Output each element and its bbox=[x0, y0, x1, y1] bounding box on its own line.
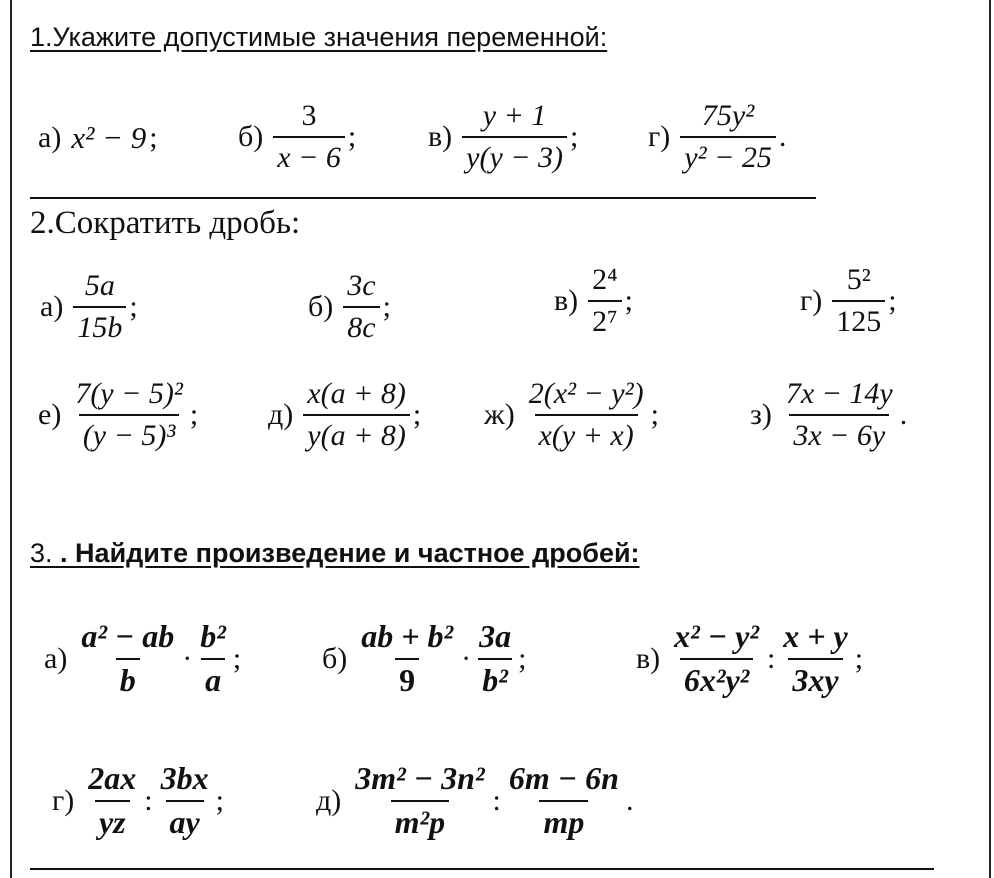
denominator: 2⁷ bbox=[588, 300, 621, 338]
fraction bbox=[782, 378, 897, 451]
section1-divider bbox=[30, 197, 816, 199]
s3-item-v bbox=[636, 620, 863, 697]
punctuation: ; bbox=[518, 641, 527, 675]
punctuation: ; bbox=[149, 121, 158, 154]
punctuation: . bbox=[625, 783, 634, 817]
fraction bbox=[588, 264, 621, 337]
denominator: 6x²y² bbox=[680, 658, 753, 698]
item-label: б) bbox=[308, 289, 334, 323]
numerator: b² bbox=[200, 618, 226, 654]
fraction bbox=[832, 264, 885, 337]
item-label: з) bbox=[750, 397, 772, 431]
denominator: 3xy bbox=[788, 658, 842, 698]
s2-item-a bbox=[40, 270, 138, 343]
denominator: mp bbox=[539, 800, 588, 840]
punctuation: . bbox=[778, 119, 787, 153]
item-label: а) bbox=[44, 641, 68, 675]
fraction-left bbox=[357, 620, 457, 697]
s1-item-g bbox=[648, 100, 786, 173]
s3-item-b bbox=[322, 620, 526, 697]
punctuation: ; bbox=[347, 119, 357, 153]
section3-title-text: . Найдите произведение и частное дробей: bbox=[60, 538, 640, 568]
denominator: 15b bbox=[73, 306, 126, 344]
numerator: a² − ab bbox=[81, 618, 175, 654]
denominator: b bbox=[116, 658, 140, 698]
punctuation: ; bbox=[232, 641, 242, 675]
fraction-right bbox=[475, 620, 515, 697]
item-label: б) bbox=[322, 641, 348, 675]
s2-item-z bbox=[750, 378, 907, 451]
item-label: г) bbox=[800, 283, 823, 317]
denominator: (y − 5)³ bbox=[79, 414, 180, 452]
denominator: 8c bbox=[343, 306, 379, 344]
denominator: y² − 25 bbox=[680, 136, 776, 174]
item-label: в) bbox=[636, 641, 661, 675]
s2-item-e bbox=[38, 378, 198, 451]
punctuation: ; bbox=[215, 783, 224, 817]
denominator: a bbox=[201, 658, 225, 698]
denominator: x(y + x) bbox=[535, 414, 638, 452]
numerator: 7(y − 5)² bbox=[75, 377, 183, 410]
denominator: y(y − 3) bbox=[462, 136, 567, 174]
expression: x² − 9 bbox=[71, 120, 147, 155]
item-label: д) bbox=[316, 783, 342, 817]
fraction bbox=[273, 100, 345, 173]
numerator: 5a bbox=[84, 269, 115, 302]
denominator: ay bbox=[166, 800, 204, 840]
numerator: 3m² − 3n² bbox=[355, 760, 485, 796]
operator: : bbox=[144, 783, 153, 817]
s2-item-v bbox=[554, 264, 633, 337]
section3-title bbox=[30, 538, 640, 569]
s1-item-v bbox=[428, 100, 578, 173]
operator: : bbox=[766, 641, 776, 675]
numerator: 2ax bbox=[88, 760, 137, 796]
operator: · bbox=[182, 641, 193, 675]
operator: : bbox=[492, 783, 501, 817]
fraction-left bbox=[77, 620, 178, 697]
punctuation: ; bbox=[382, 289, 391, 323]
item-label: б) bbox=[238, 119, 264, 153]
item-label: е) bbox=[38, 397, 62, 431]
item-label: в) bbox=[428, 119, 453, 153]
fraction bbox=[343, 270, 379, 343]
section1-title: 1.Укажите допустимые значения переменной: bbox=[30, 22, 608, 52]
denominator: 3x − 6y bbox=[789, 414, 889, 452]
section3-divider bbox=[30, 868, 934, 870]
numerator: x(a + 8) bbox=[307, 377, 406, 410]
item-label: в) bbox=[554, 283, 579, 317]
s2-item-g bbox=[800, 264, 897, 337]
item-label: г) bbox=[648, 119, 671, 153]
section2-title: 2.Сократить дробь: bbox=[30, 205, 301, 241]
fraction bbox=[525, 378, 648, 451]
punctuation: ; bbox=[650, 397, 659, 431]
item-label: д) bbox=[268, 397, 294, 431]
s3-item-g bbox=[52, 762, 224, 839]
item-label: а) bbox=[38, 121, 62, 154]
numerator: 75y² bbox=[701, 99, 755, 132]
punctuation: . bbox=[899, 397, 908, 431]
fraction-right bbox=[196, 620, 230, 697]
denominator: b² bbox=[478, 658, 512, 698]
fraction bbox=[71, 378, 187, 451]
fraction-right bbox=[779, 620, 851, 697]
numerator: 3 bbox=[301, 99, 317, 132]
fraction bbox=[303, 378, 410, 451]
fraction bbox=[73, 270, 126, 343]
item-label: ж) bbox=[484, 397, 515, 431]
s3-item-d bbox=[316, 762, 633, 839]
page-frame-right bbox=[989, 0, 991, 878]
s1-item-b bbox=[238, 100, 356, 173]
punctuation: ; bbox=[570, 119, 579, 153]
fraction-right bbox=[157, 762, 213, 839]
numerator: ab + b² bbox=[361, 618, 454, 654]
numerator: x + y bbox=[783, 618, 848, 654]
s2-item-d bbox=[268, 378, 421, 451]
fraction-left bbox=[351, 762, 488, 839]
s1-item-a bbox=[38, 120, 158, 156]
numerator: 5² bbox=[846, 263, 871, 296]
item-label: г) bbox=[52, 783, 75, 817]
fraction-left bbox=[84, 762, 140, 839]
numerator: 3a bbox=[479, 618, 512, 654]
s2-item-zh bbox=[484, 378, 659, 451]
numerator: y + 1 bbox=[482, 99, 547, 132]
page-frame-left bbox=[10, 0, 12, 878]
item-label: а) bbox=[40, 289, 64, 323]
denominator: m²p bbox=[391, 800, 449, 840]
numerator: 3c bbox=[347, 269, 376, 302]
numerator: 7x − 14y bbox=[785, 377, 893, 410]
s2-item-b bbox=[308, 270, 391, 343]
numerator: 3bx bbox=[160, 760, 209, 796]
section3-number: 3. bbox=[30, 538, 53, 568]
operator: · bbox=[461, 641, 472, 675]
denominator: 9 bbox=[395, 658, 419, 698]
fraction-right bbox=[505, 762, 623, 839]
numerator: x² − y² bbox=[674, 618, 759, 654]
denominator: yz bbox=[95, 800, 130, 840]
denominator: x − 6 bbox=[273, 136, 345, 174]
s3-item-a bbox=[44, 620, 241, 697]
punctuation: ; bbox=[189, 397, 199, 431]
fraction-left bbox=[670, 620, 763, 697]
punctuation: ; bbox=[129, 289, 138, 323]
fraction bbox=[462, 100, 567, 173]
numerator: 6m − 6n bbox=[508, 760, 619, 796]
punctuation: ; bbox=[624, 283, 633, 317]
numerator: 2(x² − y²) bbox=[528, 377, 644, 410]
punctuation: ; bbox=[412, 397, 422, 431]
numerator: 2⁴ bbox=[592, 263, 618, 296]
denominator: y(a + 8) bbox=[303, 414, 410, 452]
punctuation: ; bbox=[854, 641, 864, 675]
denominator: 125 bbox=[832, 300, 885, 338]
fraction bbox=[680, 100, 776, 173]
punctuation: ; bbox=[888, 283, 897, 317]
